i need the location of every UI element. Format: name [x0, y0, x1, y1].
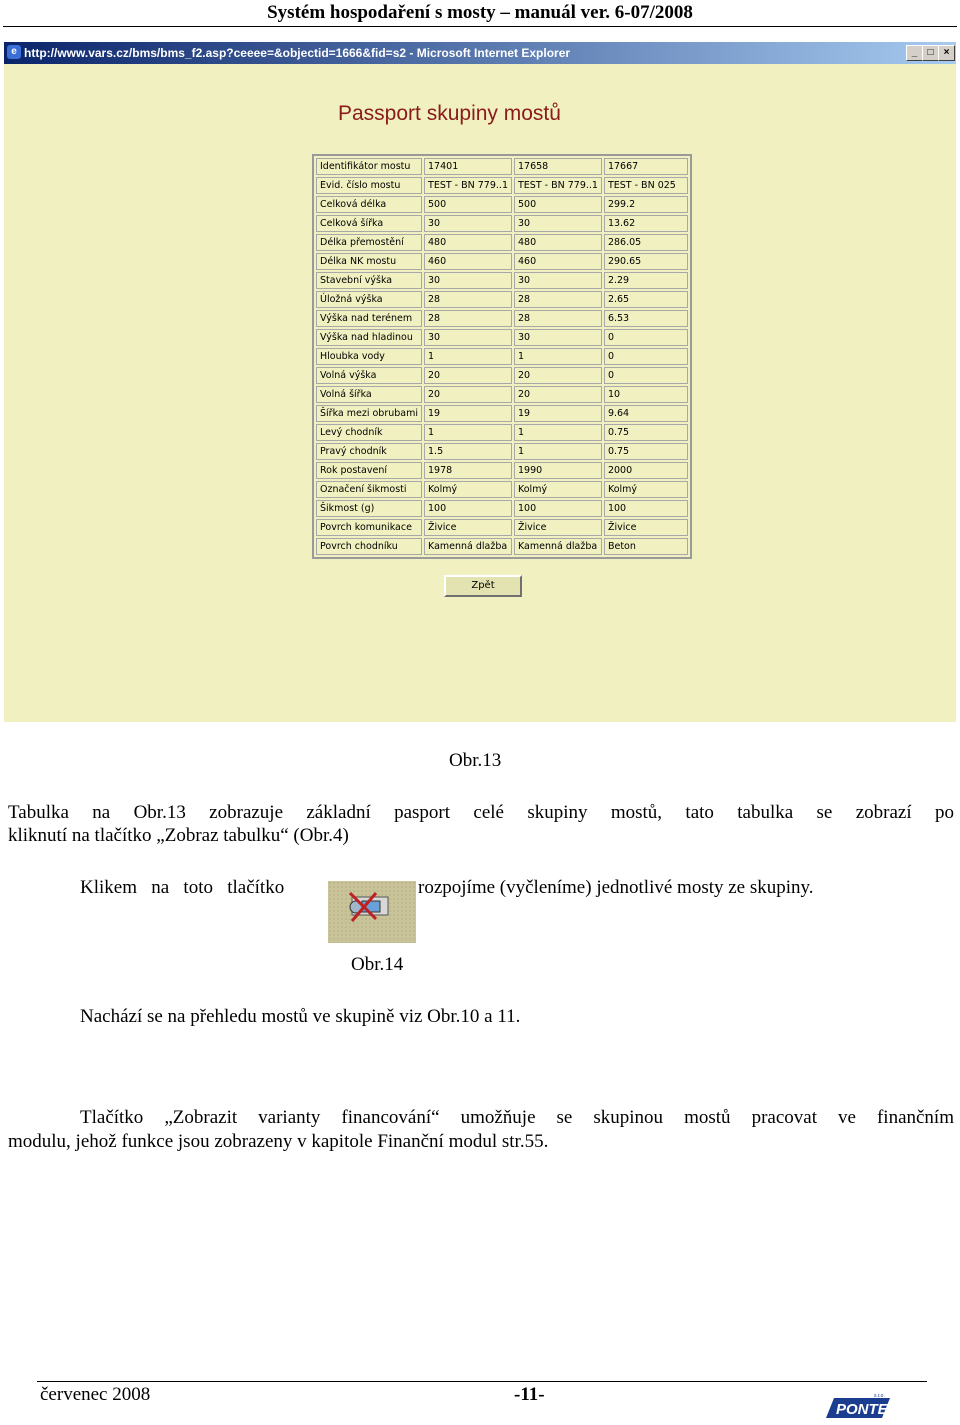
svg-text:PONTEX: PONTEX — [836, 1401, 892, 1418]
paragraph-2-end: rozpojíme (vyčleníme) jednotlivé mosty ze skupiny. — [418, 877, 814, 898]
cell-value: 1 — [424, 424, 512, 441]
cell-value: Beton — [604, 538, 688, 555]
row-label: Levý chodník — [316, 424, 422, 441]
row-label: Výška nad hladinou — [316, 329, 422, 346]
cell-value: 500 — [514, 196, 602, 213]
header-rule — [3, 26, 957, 27]
table-row — [316, 215, 688, 232]
cell-value: 20 — [514, 367, 602, 384]
cell-value: 460 — [424, 253, 512, 270]
paragraph-1-line-2: kliknutí na tlačítko „Zobraz tabulku“ (Obr.4) — [8, 825, 349, 846]
row-label: Identifikátor mostu — [316, 158, 422, 175]
page-title: Passport skupiny mostů — [338, 102, 561, 125]
cell-value: Kolmý — [604, 481, 688, 498]
minimize-icon[interactable]: _ — [906, 45, 923, 61]
cell-value: 30 — [514, 272, 602, 289]
browser-content — [4, 64, 956, 722]
paragraph-4-line-1: Tlačítko „Zobrazit varianty financování“ umožňuje se skupinou mostů pracovat ve finančním — [80, 1107, 954, 1128]
row-label: Délka přemostění — [316, 234, 422, 251]
cell-value: 30 — [424, 215, 512, 232]
footer-rule — [37, 1381, 927, 1382]
table-row — [316, 234, 688, 251]
row-label: Úložná výška — [316, 291, 422, 308]
cell-value: 13.62 — [604, 215, 688, 232]
cell-value: 480 — [424, 234, 512, 251]
cell-value: 28 — [424, 291, 512, 308]
row-label: Výška nad terénem — [316, 310, 422, 327]
row-label: Evid. číslo mostu — [316, 177, 422, 194]
table-row — [316, 348, 688, 365]
paragraph-4-line-2: modulu, jehož funkce jsou zobrazeny v kapitole Finanční modul str.55. — [8, 1131, 549, 1152]
paragraph-3: Nachází se na přehledu mostů ve skupině viz Obr.10 a 11. — [80, 1006, 521, 1027]
row-label: Povrch chodníku — [316, 538, 422, 555]
cell-value: Kolmý — [424, 481, 512, 498]
cell-value: 460 — [514, 253, 602, 270]
header-title: Systém hospodaření s mosty – manuál ver. 6-07/2008 — [267, 2, 693, 23]
table-row — [316, 158, 688, 175]
table-row — [316, 519, 688, 536]
caption-obr14: Obr.14 — [351, 954, 404, 975]
cell-value: 1 — [424, 348, 512, 365]
cell-value: 9.64 — [604, 405, 688, 422]
row-label: Označení šikmosti — [316, 481, 422, 498]
cell-value: 20 — [514, 386, 602, 403]
cell-value: 19 — [514, 405, 602, 422]
cell-value: 20 — [424, 386, 512, 403]
cell-value: 30 — [424, 272, 512, 289]
cell-value: 2000 — [604, 462, 688, 479]
table-row — [316, 253, 688, 270]
cell-value: 0 — [604, 329, 688, 346]
cell-value: 6.53 — [604, 310, 688, 327]
browser-titlebar — [4, 42, 956, 64]
table-row — [316, 443, 688, 460]
cell-value: 17667 — [604, 158, 688, 175]
table-row — [316, 481, 688, 498]
paragraph-1-line-1: Tabulka na Obr.13 zobrazuje základní pasport celé skupiny mostů, tato tabulka se zobrazí po — [8, 802, 954, 823]
pontex-logo — [824, 1394, 892, 1420]
table-row — [316, 538, 688, 555]
row-label: Délka NK mostu — [316, 253, 422, 270]
row-label: Pravý chodník — [316, 443, 422, 460]
cell-value: 28 — [514, 291, 602, 308]
back-button[interactable]: Zpět — [444, 575, 522, 597]
row-label: Hloubka vody — [316, 348, 422, 365]
cell-value: Kamenná dlažba — [514, 538, 602, 555]
cell-value: 2.65 — [604, 291, 688, 308]
row-label: Rok postavení — [316, 462, 422, 479]
cell-value: 0 — [604, 367, 688, 384]
row-label: Celková délka — [316, 196, 422, 213]
cell-value: Kamenná dlažba — [424, 538, 512, 555]
cell-value: 0.75 — [604, 424, 688, 441]
table-row — [316, 291, 688, 308]
footer-date: červenec 2008 — [40, 1384, 151, 1405]
cell-value: 2.29 — [604, 272, 688, 289]
cell-value: 500 — [424, 196, 512, 213]
cell-value: 1 — [514, 348, 602, 365]
cell-value: 290.65 — [604, 253, 688, 270]
cell-value: 100 — [514, 500, 602, 517]
cell-value: 0 — [604, 348, 688, 365]
row-label: Volná výška — [316, 367, 422, 384]
cell-value: Kolmý — [514, 481, 602, 498]
table-row — [316, 272, 688, 289]
table-row — [316, 310, 688, 327]
cell-value: 100 — [424, 500, 512, 517]
cell-value: 0.75 — [604, 443, 688, 460]
ungroup-button[interactable] — [328, 881, 416, 943]
cell-value: 30 — [514, 215, 602, 232]
cell-value: 1978 — [424, 462, 512, 479]
paragraph-2-start: Klikem na toto tlačítko — [80, 877, 285, 898]
caption-obr13: Obr.13 — [449, 750, 502, 771]
table-row — [316, 367, 688, 384]
cell-value: 28 — [424, 310, 512, 327]
cell-value: 286.05 — [604, 234, 688, 251]
row-label: Šířka mezi obrubami — [316, 405, 422, 422]
row-label: Povrch komunikace — [316, 519, 422, 536]
ungroup-bridge-icon — [328, 881, 416, 943]
table-row — [316, 196, 688, 213]
footer-page-number: -11- — [514, 1384, 545, 1405]
cell-value: 10 — [604, 386, 688, 403]
cell-value: 299.2 — [604, 196, 688, 213]
browser-window — [4, 42, 956, 722]
row-label: Šikmost (g) — [316, 500, 422, 517]
row-label: Stavební výška — [316, 272, 422, 289]
cell-value: 20 — [424, 367, 512, 384]
cell-value: 100 — [604, 500, 688, 517]
cell-value: 28 — [514, 310, 602, 327]
cell-value: Živice — [514, 519, 602, 536]
cell-value: 30 — [424, 329, 512, 346]
row-label: Volná šířka — [316, 386, 422, 403]
cell-value: 30 — [514, 329, 602, 346]
cell-value: 1 — [514, 443, 602, 460]
cell-value: 1 — [514, 424, 602, 441]
cell-value: TEST - BN 025 — [604, 177, 688, 194]
cell-value: 1990 — [514, 462, 602, 479]
cell-value: TEST - BN 779..1 — [424, 177, 512, 194]
cell-value: 480 — [514, 234, 602, 251]
cell-value: 17401 — [424, 158, 512, 175]
cell-value: TEST - BN 779..1 — [514, 177, 602, 194]
row-label: Celková šířka — [316, 215, 422, 232]
table-row — [316, 177, 688, 194]
cell-value: Živice — [424, 519, 512, 536]
cell-value: 17658 — [514, 158, 602, 175]
cell-value: 1.5 — [424, 443, 512, 460]
table-row — [316, 386, 688, 403]
ie-icon: e — [7, 45, 21, 59]
maximize-icon[interactable]: □ — [922, 45, 939, 61]
close-icon[interactable]: × — [938, 45, 955, 61]
cell-value: 19 — [424, 405, 512, 422]
window-title: http://www.vars.cz/bms/bms_f2.asp?ceeee=&objectid=1666&fid=s2 - Microsoft Internet Explorer — [24, 46, 571, 60]
table-row — [316, 329, 688, 346]
table-row — [316, 424, 688, 441]
table-row — [316, 405, 688, 422]
cell-value: Živice — [604, 519, 688, 536]
passport-table — [312, 154, 692, 559]
table-row — [316, 462, 688, 479]
table-row — [316, 500, 688, 517]
svg-text:s.r.o.: s.r.o. — [874, 1394, 885, 1399]
